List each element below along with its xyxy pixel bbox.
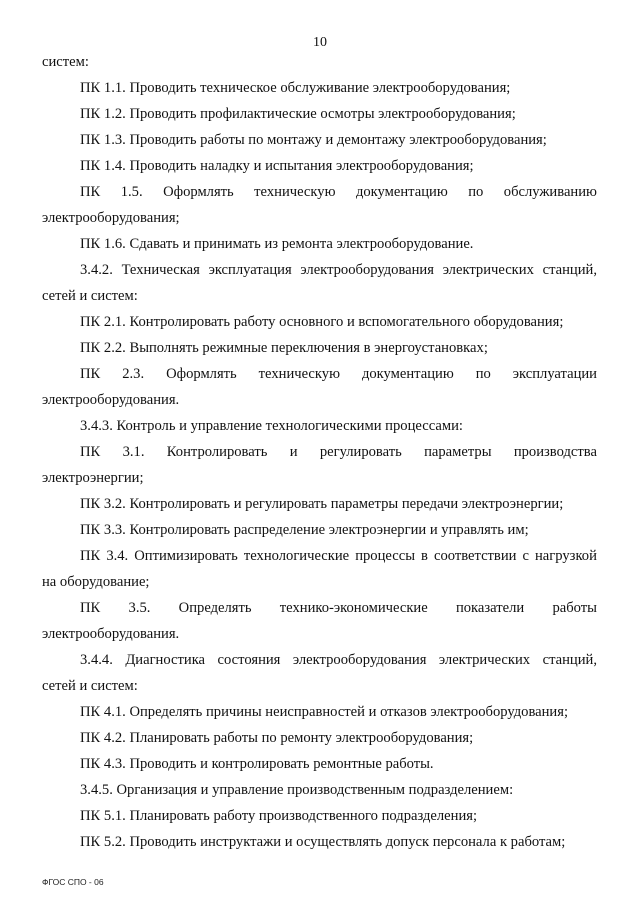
- word: нагрузкой: [535, 548, 597, 564]
- word: 3.4.: [106, 548, 129, 564]
- word: состояния: [217, 652, 281, 668]
- word: документацию: [355, 184, 448, 200]
- section-heading: 3.4.3. Контроль и управление технологическими процессами:: [80, 418, 463, 434]
- word: Определять: [178, 600, 252, 616]
- competency-item-justified: [42, 179, 597, 205]
- competency-item: ПК 4.1. Определять причины неисправностей и отказов электрооборудования;: [80, 704, 569, 720]
- section-heading: 3.4.5. Организация и управление производственным подразделением:: [80, 782, 514, 798]
- word: эксплуатация: [208, 262, 292, 278]
- competency-item-justified: [42, 439, 597, 465]
- competency-item: ПК 1.1. Проводить техническое обслуживание электрооборудования;: [80, 80, 511, 96]
- text-line: электроэнергии;: [42, 470, 144, 486]
- competency-item: ПК 2.1. Контролировать работу основного и вспомогательного оборудования;: [80, 314, 564, 330]
- competency-item-justified: [42, 361, 597, 387]
- document-body: [42, 49, 597, 855]
- text-line: сетей и систем:: [42, 678, 138, 694]
- word: 2.3.: [122, 366, 145, 382]
- text-line: электрооборудования;: [42, 210, 180, 226]
- competency-item-justified: [42, 543, 597, 569]
- competency-item: ПК 3.2. Контролировать и регулировать параметры передачи электроэнергии;: [80, 496, 564, 512]
- word: ПК: [80, 600, 101, 616]
- competency-item: ПК 1.6. Сдавать и принимать из ремонта электрооборудование.: [80, 236, 474, 252]
- word: по: [468, 184, 484, 200]
- word: Техническая: [121, 262, 200, 278]
- word: 3.1.: [122, 444, 145, 460]
- word: документацию: [361, 366, 454, 382]
- competency-item: ПК 3.3. Контролировать распределение электроэнергии и управлять им;: [80, 522, 529, 538]
- word: Оформлять: [166, 366, 237, 382]
- word: электрических: [438, 652, 531, 668]
- word: электрооборудования: [300, 262, 434, 278]
- word: электрооборудования: [292, 652, 427, 668]
- competency-item: ПК 1.3. Проводить работы по монтажу и демонтажу электрооборудования;: [80, 132, 547, 148]
- word: в: [421, 548, 428, 564]
- competency-item: ПК 5.2. Проводить инструктажи и осуществлять допуск персонала к работам;: [80, 834, 566, 850]
- word: эксплуатации: [512, 366, 597, 382]
- competency-item: ПК 2.2. Выполнять режимные переключения в энергоустановках;: [80, 340, 488, 356]
- word: техническую: [258, 366, 340, 382]
- word: ПК: [80, 548, 101, 564]
- text-line: систем:: [42, 54, 89, 70]
- word: по: [475, 366, 491, 382]
- word: Контролировать: [166, 444, 268, 460]
- word: ПК: [80, 444, 101, 460]
- text-line: электрооборудования.: [42, 392, 180, 408]
- word: с: [522, 548, 529, 564]
- word: технико-экономические: [279, 600, 428, 616]
- word: показатели: [455, 600, 525, 616]
- word: 3.4.4.: [80, 652, 113, 668]
- word: 3.5.: [128, 600, 151, 616]
- competency-item: ПК 4.2. Планировать работы по ремонту электрооборудования;: [80, 730, 474, 746]
- word: станций,: [542, 652, 597, 668]
- section-heading-justified: [42, 257, 597, 283]
- word: работы: [552, 600, 597, 616]
- text-line: сетей и систем:: [42, 288, 138, 304]
- text-line: на оборудование;: [42, 574, 150, 590]
- word: ПК: [80, 366, 101, 382]
- document-footer: ФГОС СПО - 06: [42, 877, 104, 887]
- word: обслуживанию: [503, 184, 597, 200]
- competency-item-justified: [42, 595, 597, 621]
- word: технологические: [243, 548, 350, 564]
- word: электрических: [442, 262, 534, 278]
- competency-item: ПК 1.4. Проводить наладку и испытания электрооборудования;: [80, 158, 474, 174]
- word: станций,: [542, 262, 597, 278]
- competency-item: ПК 4.3. Проводить и контролировать ремонтные работы.: [80, 756, 434, 772]
- competency-item: ПК 5.1. Планировать работу производственного подразделения;: [80, 808, 478, 824]
- word: Диагностика: [125, 652, 206, 668]
- word: параметры: [424, 444, 492, 460]
- word: соответствии: [433, 548, 517, 564]
- word: производства: [513, 444, 597, 460]
- word: и: [289, 444, 298, 460]
- competency-item: ПК 1.2. Проводить профилактические осмотры электрооборудования;: [80, 106, 516, 122]
- word: техническую: [254, 184, 336, 200]
- section-heading-justified: [42, 647, 597, 673]
- word: регулировать: [319, 444, 402, 460]
- word: Оптимизировать: [134, 548, 238, 564]
- word: ПК: [80, 184, 101, 200]
- word: 3.4.2.: [80, 262, 113, 278]
- page-number: 10: [313, 35, 327, 50]
- word: 1.5.: [120, 184, 143, 200]
- word: процессы: [355, 548, 416, 564]
- word: Оформлять: [163, 184, 234, 200]
- text-line: электрооборудования.: [42, 626, 180, 642]
